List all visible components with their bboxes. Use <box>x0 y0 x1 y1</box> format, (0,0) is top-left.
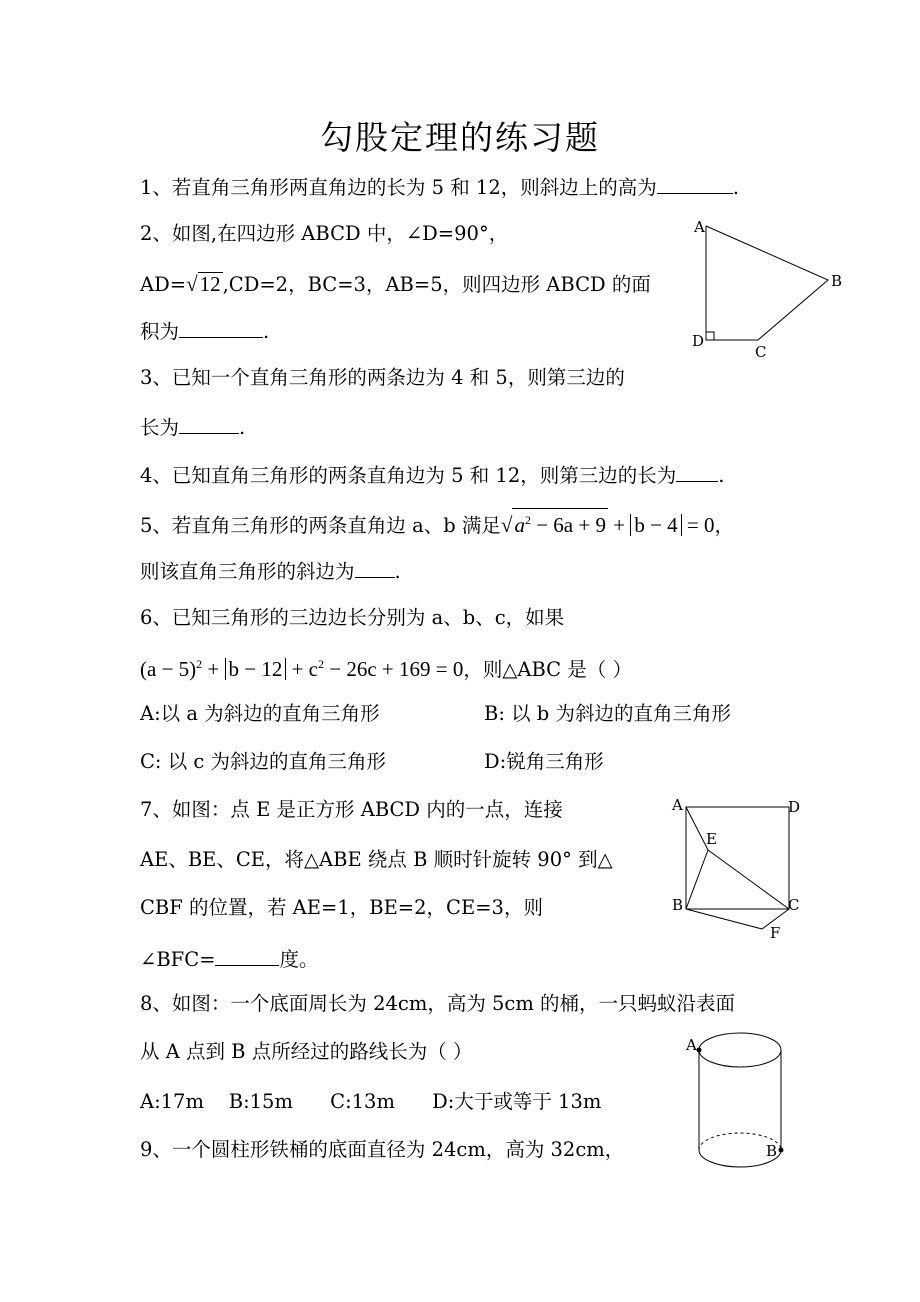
sqrt-rest: − 6a + 9 <box>530 513 606 537</box>
option-d[interactable]: D:锐角三角形 <box>484 750 604 773</box>
question-3-line-1: 3、已知一个直角三角形的两条边为 4 和 5，则第三边的 <box>140 366 625 389</box>
exponent: 2 <box>318 657 325 671</box>
label-e: E <box>706 830 717 848</box>
question-5-prefix: 5、若直角三角形的两条直角边 a、b 满足 <box>140 514 501 537</box>
page-title: 勾股定理的练习题 <box>320 118 600 157</box>
right-angle-mark <box>706 332 714 340</box>
question-4-text: 4、已知直角三角形的两条直角边为 5 和 12，则第三边的长为 <box>140 464 677 487</box>
question-2-line-3 <box>140 318 269 344</box>
sqrt-radicand: 12 <box>199 272 221 296</box>
label-f: F <box>770 924 781 942</box>
equals-zero: = 0 <box>681 513 715 537</box>
eq-part-2: + c <box>286 657 319 681</box>
quadrilateral-figure <box>680 210 860 370</box>
label-b: B <box>672 896 684 914</box>
question-7-line-1: 7、如图：点 E 是正方形 ABCD 内的一点，连接 <box>140 798 563 821</box>
question-3-line-2 <box>140 414 245 440</box>
label-c: C <box>755 343 767 361</box>
cylinder-figure <box>680 1028 800 1176</box>
question-6-suffix: ，则△ABC 是（ ） <box>463 658 632 681</box>
question-5-line-2 <box>140 558 401 584</box>
question-8-options[interactable]: A:17m B:15m C:13m D:大于或等于 13m <box>140 1090 602 1113</box>
question-7-line-4 <box>140 946 318 972</box>
answer-blank[interactable] <box>179 414 239 434</box>
question-1 <box>140 174 739 200</box>
eq-part-3: − 26c + 169 = 0 <box>324 657 464 681</box>
answer-blank[interactable] <box>355 558 395 578</box>
question-1-text: 1、若直角三角形两直角边的长为 5 和 12，则斜边上的高为 <box>140 176 657 199</box>
question-8-line-1: 8、如图：一个底面周长为 24cm，高为 5cm 的桶，一只蚂蚁沿表面 <box>140 992 736 1015</box>
cylinder-top <box>699 1033 781 1067</box>
option-b[interactable]: B: 以 b 为斜边的直角三角形 <box>484 702 731 725</box>
sqrt-expression: √12 <box>186 272 221 296</box>
answer-blank[interactable] <box>676 462 718 482</box>
label-b: B <box>766 1142 778 1160</box>
answer-blank[interactable] <box>215 946 279 966</box>
option-a[interactable]: A:以 a 为斜边的直角三角形 <box>140 702 380 725</box>
question-5-line-1 <box>140 508 734 538</box>
plus-sign: + <box>607 513 631 537</box>
option-c[interactable]: C: 以 c 为斜边的直角三角形 <box>140 750 387 773</box>
question-7-line-3: CBF 的位置，若 AE=1，BE=2，CE=3，则 <box>140 896 543 919</box>
question-1-end: . <box>732 176 739 199</box>
point-a <box>697 1048 702 1053</box>
label-b: B <box>831 272 843 290</box>
plus-sign: + <box>202 657 225 681</box>
segment-ce <box>708 850 789 909</box>
exponent: 2 <box>196 657 203 671</box>
question-2-area-label: 积为 <box>140 320 180 343</box>
label-c: C <box>788 896 800 914</box>
answer-blank[interactable] <box>657 174 733 194</box>
label-d: D <box>692 332 705 350</box>
eq-part-1: (a − 5) <box>140 657 197 681</box>
question-7-line-2: AE、BE、CE，将△ABE 绕点 B 顺时针旋转 90° 到△ <box>140 848 613 871</box>
label-a: A <box>686 1036 697 1054</box>
question-5-suffix: ， <box>714 514 735 537</box>
question-8-line-2: 从 A 点到 B 点所经过的路线长为（ ） <box>140 1040 473 1063</box>
sqrt-radicand <box>512 508 608 536</box>
question-2-line-2 <box>140 272 651 297</box>
question-4 <box>140 462 724 488</box>
question-4-end: . <box>718 464 725 487</box>
question-5-hypotenuse-label: 则该直角三角形的斜边为 <box>140 560 355 583</box>
question-3-end: . <box>239 416 246 439</box>
variable-a: a <box>514 513 525 537</box>
question-9: 9、一个圆柱形铁桶的底面直径为 24cm，高为 32cm， <box>140 1138 625 1161</box>
square-outline <box>686 807 789 909</box>
question-6-equation <box>140 652 632 682</box>
absolute-value: b − 4 <box>630 514 681 536</box>
question-7-unit: 度。 <box>279 948 319 971</box>
question-6-line-1: 6、已知三角形的三边边长分别为 a、b、c，如果 <box>140 606 565 629</box>
label-a: A <box>694 218 705 236</box>
segment-be <box>686 850 708 909</box>
question-2-ad-prefix: AD= <box>140 273 187 296</box>
segment-bf <box>686 909 762 929</box>
question-3-length-label: 长为 <box>140 416 180 439</box>
question-2-line-1: 2、如图,在四边形 ABCD 中，∠D=90°， <box>140 222 509 245</box>
question-5-end: . <box>394 560 401 583</box>
quad-outline <box>706 226 828 340</box>
question-7-angle-label: ∠BFC= <box>140 948 216 971</box>
point-b <box>779 1148 784 1153</box>
absolute-value: b − 12 <box>225 658 287 680</box>
question-2-end: . <box>263 320 270 343</box>
math-expression <box>140 657 463 681</box>
square-figure <box>664 790 824 950</box>
math-expression: $√a^2 - 6a + 9 + b - 4 = 0$ <box>501 513 715 537</box>
label-a: A <box>672 796 683 814</box>
exponent: 2 <box>524 513 531 527</box>
label-d: D <box>788 798 801 816</box>
question-2-rest: ,CD=2，BC=3，AB=5，则四边形 ABCD 的面 <box>222 273 651 296</box>
answer-blank[interactable] <box>179 318 263 338</box>
segment-ae <box>686 807 708 850</box>
